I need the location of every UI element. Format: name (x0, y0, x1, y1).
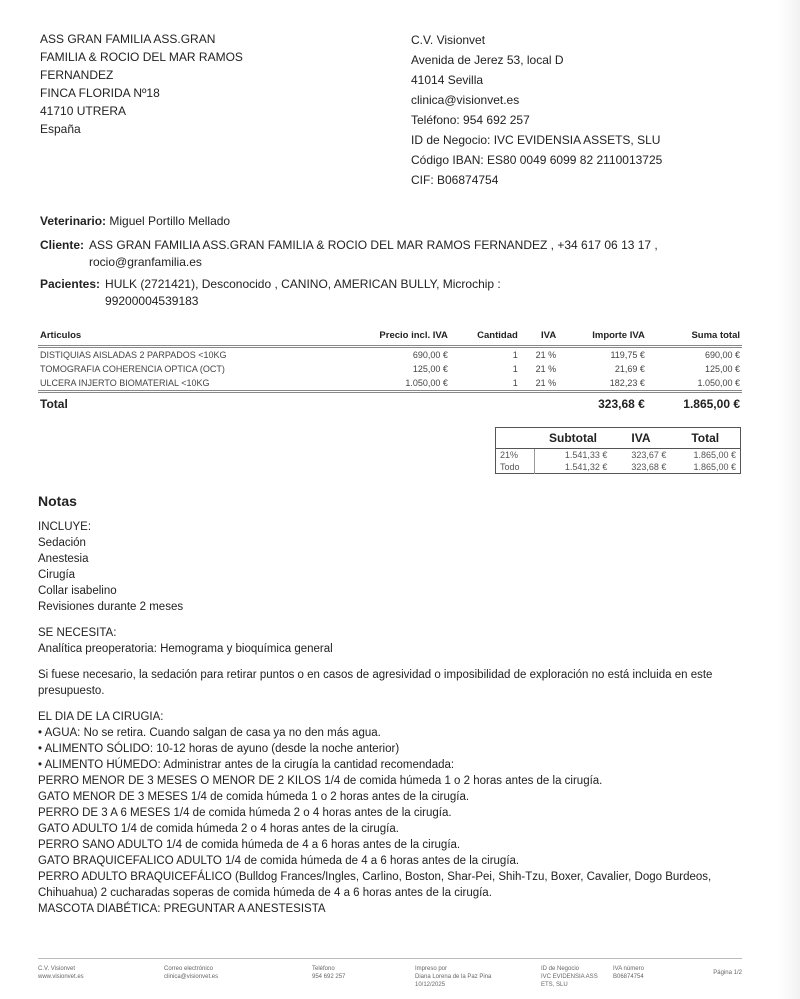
address-line: España (40, 122, 81, 136)
footer-text: 10/12/2025 (415, 982, 446, 988)
column-header: Importe IVA (558, 328, 647, 347)
address-line: 41014 Sevilla (411, 73, 484, 87)
footer-text: Página 1/2 (713, 970, 742, 976)
table-cell: 125,00 € (704, 364, 740, 374)
note-line: Sedación (38, 537, 86, 549)
address-line: clinica@visionvet.es (411, 93, 520, 107)
table-cell: 690,00 € (704, 350, 740, 360)
table-row (38, 362, 742, 376)
table-cell: 1 (450, 376, 520, 392)
client-address (40, 30, 280, 138)
client-line: Cliente: ASS GRAN FAMILIA ASS.GRAN FAMILIA & ROCIO DEL MAR RAMOS FERNANDEZ , +34 617 06 13 17 , rocio@granfamilia.es (40, 238, 658, 269)
note-line: PERRO ADULTO BRAQUICEFÁLICO (Bulldog Frances/Ingles, Carlino, Boston, Shar-Pei, Shih-Tzu, Boxer, Cavalier, Dogo Burdeos, Chihuahua) 2 cucharadas soperas de comida húmeda de 4 a 6 horas antes de la cirugía. (38, 871, 712, 899)
note-line: Anestesia (38, 553, 89, 565)
note-line: GATO ADULTO 1/4 de comida húmeda 2 o 4 horas antes de la cirugía. (38, 823, 399, 835)
footer-text: clinica@visionvet.es (164, 974, 219, 980)
vet-line: Veterinario: Miguel Portillo Mellado (40, 214, 231, 228)
table-cell: 1.050,00 € (647, 376, 742, 392)
table-cell: 690,00 € (412, 350, 448, 360)
notes-title: Notas (38, 493, 77, 509)
table-row (38, 347, 742, 363)
column-header: Precio incl. IVA (336, 328, 450, 347)
note-line: MASCOTA DIABÉTICA: PREGUNTAR A ANESTESISTA (38, 903, 326, 915)
table-cell: 21,69 € (614, 364, 645, 374)
footer (38, 958, 742, 989)
note-line: Revisiones durante 2 meses (38, 601, 184, 613)
footer-text: ID de Negocio (541, 966, 580, 972)
address-line: C.V. Visionvet (411, 33, 486, 47)
footer-text: 954 692 257 (312, 974, 346, 980)
note-line: SE NECESITA: (38, 627, 117, 639)
table-cell: ULCERA INJERTO BIOMATERIAL <10KG (38, 376, 336, 392)
tax-summary-table (495, 427, 741, 474)
table-cell: Todo (496, 461, 535, 474)
patients-line: Pacientes: HULK (2721421), Desconocido , CANINO, AMERICAN BULLY, Microchip : 99200004539183 (40, 277, 501, 308)
address-line: 41710 UTRERA (40, 104, 127, 118)
address-line: Teléfono: 954 692 257 (411, 113, 530, 127)
address-line: FAMILIA & ROCIO DEL MAR RAMOS (40, 50, 243, 64)
column-header: Subtotal (535, 428, 612, 449)
table-cell: 1.050,00 € (336, 376, 450, 392)
note-line: Cirugía (38, 569, 76, 581)
footer-text: Correo electrónico (164, 966, 214, 972)
total-row: Total 323,68 € 1.865,00 € (40, 397, 740, 411)
items-table (38, 328, 742, 413)
column-header (496, 428, 535, 449)
table-cell: 119,75 € (610, 350, 645, 360)
address-line: FERNANDEZ (40, 68, 114, 82)
note-line: PERRO DE 3 A 6 MESES 1/4 de comida húmeda 2 o 4 horas antes de la cirugía. (38, 807, 452, 819)
note-line: GATO MENOR DE 3 MESES 1/4 de comida húmeda 1 o 2 horas antes de la cirugía. (38, 791, 470, 803)
table-cell: 1.541,32 € (564, 462, 608, 472)
column-header: Articulos (38, 328, 336, 347)
table-cell: DISTIQUIAS AISLADAS 2 PARPADOS <10KG (40, 350, 227, 360)
note-line: INCLUYE: (38, 521, 92, 533)
note-line: PERRO SANO ADULTO 1/4 de comida húmeda de 4 a 6 horas antes de la cirugía. (38, 839, 461, 851)
table-cell: 323,67 € (631, 450, 667, 460)
footer-column (38, 965, 164, 989)
note-line: PERRO MENOR DE 3 MESES O MENOR DE 2 KILOS 1/4 de comida húmeda 1 o 2 horas antes de la cirugía. (38, 775, 603, 787)
footer-text: Impreso por (415, 966, 448, 972)
address-line: ASS GRAN FAMILIA ASS.GRAN (40, 32, 216, 46)
table-row (38, 376, 742, 392)
footer-text: B06874754 (613, 974, 644, 980)
table-cell: 1 (512, 364, 518, 374)
column-header: Total (670, 428, 740, 449)
note-line: • AGUA: No se retira. Cuando salgan de casa ya no den más agua. (38, 727, 381, 739)
column-header: Cantidad (450, 328, 520, 347)
table-cell: 323,68 € (631, 462, 667, 472)
table-row (496, 449, 741, 462)
table-cell: 1 (512, 350, 518, 360)
notes-section (38, 493, 748, 927)
table-cell: TOMOGRAFIA COHERENCIA OPTICA (OCT) (40, 364, 225, 374)
table-cell: 182,23 € (558, 376, 647, 392)
footer-text: IVA número (613, 966, 644, 972)
footer-text: www.visionvet.es (38, 974, 84, 980)
address-line: Código IBAN: ES80 0049 6099 82 2110013725 (411, 153, 663, 167)
footer-text: ETS, SLU (541, 982, 568, 988)
note-line: • ALIMENTO SÓLIDO: 10-12 horas de ayuno (desde la noche anterior) (38, 743, 400, 755)
footer-column (541, 965, 613, 989)
page-edge (778, 0, 800, 999)
footer-column (312, 965, 415, 989)
footer-column (415, 965, 541, 989)
table-row (496, 461, 741, 474)
table-cell: 1.865,00 € (693, 450, 736, 460)
note-line: GATO BRAQUICEFALICO ADULTO 1/4 de comida húmeda de 4 a 6 horas antes de la cirugía. (38, 855, 520, 867)
note-line: Collar isabelino (38, 585, 117, 597)
address-line: ID de Negocio: IVC EVIDENSIA ASSETS, SLU (411, 133, 661, 147)
column-header: Suma total (647, 328, 742, 347)
note-paragraph (38, 667, 748, 699)
address-line: CIF: B06874754 (411, 173, 499, 187)
clinic-address (411, 30, 662, 190)
address-line: Avenida de Jerez 53, local D (411, 53, 564, 67)
table-cell: 1.865,00 € (693, 462, 736, 472)
footer-text: IVC EVIDENSIA ASS (541, 974, 598, 980)
table-cell: 21% (496, 449, 535, 462)
footer-column (164, 965, 312, 989)
footer-text: Teléfono (312, 966, 335, 972)
table-cell: 21 % (535, 364, 557, 374)
note-line: • ALIMENTO HÚMEDO: Administrar antes de la cirugía la cantidad recomendada: (38, 759, 455, 771)
column-header: IVA (611, 428, 670, 449)
table-cell: 125,00 € (412, 364, 448, 374)
footer-column (613, 965, 705, 989)
address-line: FINCA FLORIDA Nº18 (40, 86, 160, 100)
note-line: Si fuese necesario, la sedación para retirar puntos o en casos de agresividad o imposibilidad de exploración no está incluida en este presupuesto. (38, 669, 713, 697)
note-line: Analítica preoperatoria: Hemograma y bioquímica general (38, 643, 333, 655)
note-paragraph (38, 519, 748, 615)
note-paragraph (38, 709, 748, 917)
table-cell: 21 % (535, 350, 557, 360)
footer-text: Diana Lorena de la Paz Pina (415, 974, 492, 980)
column-header: IVA (520, 328, 558, 347)
footer-text: C.V. Visionvet (38, 966, 76, 972)
note-paragraph (38, 625, 748, 657)
note-line: EL DIA DE LA CIRUGIA: (38, 711, 164, 723)
table-cell: 21 % (520, 376, 558, 392)
table-cell: 1.541,33 € (564, 450, 608, 460)
footer-column (713, 969, 742, 989)
